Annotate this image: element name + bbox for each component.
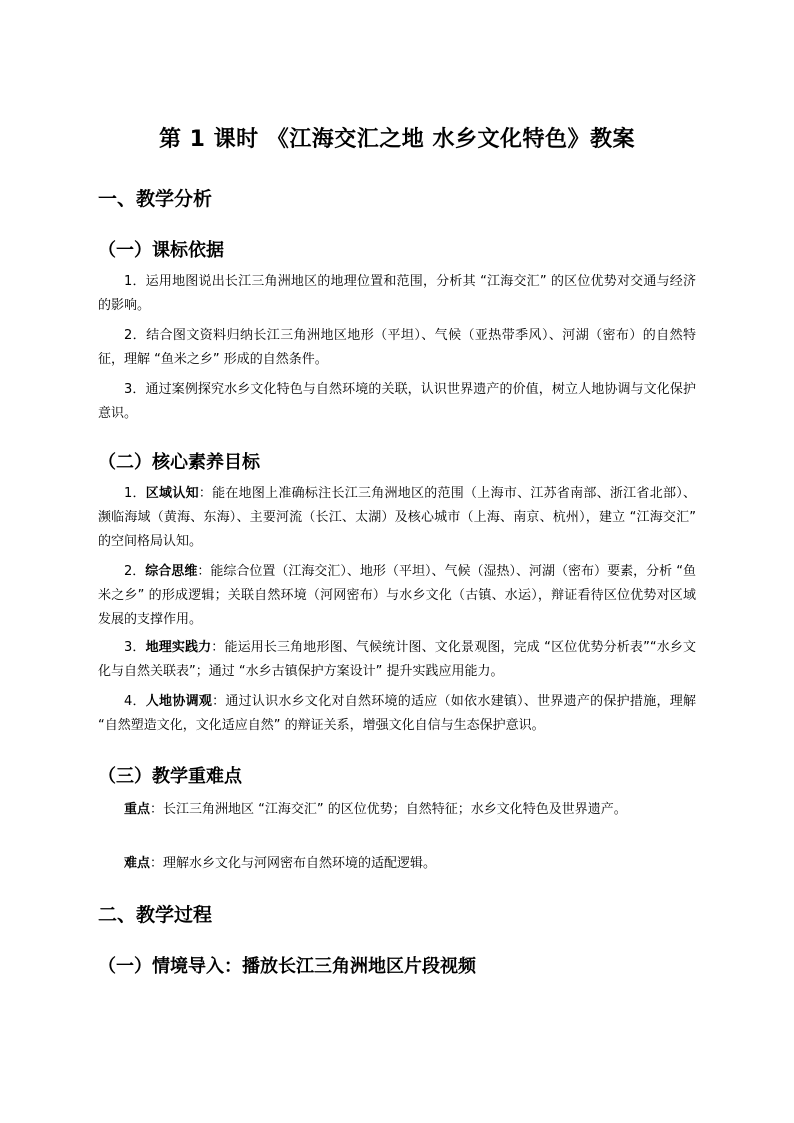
difficult-point-label: 难点	[124, 856, 151, 871]
difficult-point-text: ：理解水乡文化与河网密布自然环境的适配逻辑。	[150, 856, 437, 871]
key-point-label: 重点	[124, 802, 151, 817]
subsection-heading-situational-intro: （一）情境导入：播放长江三角洲地区片段视频	[98, 956, 476, 977]
literacy-2-label: 综合思维	[145, 564, 198, 579]
subsection-heading-curriculum-basis: （一）课标依据	[98, 240, 224, 261]
paragraph-curriculum-2: 2．结合图文资料归纳长江三角洲地区地形（平坦）、气候（亚热带季风）、河湖（密布）的自然特征，理解 “鱼米之乡” 形成的自然条件。	[98, 328, 696, 367]
literacy-4-text: ：通过认识水乡文化对自然环境的适应（如依水建镇）、世界遗产的保护措施，理解 “自然塑造文化，文化适应自然” 的辩证关系，增强文化自信与生态保护意识。	[98, 694, 696, 733]
paragraph-difficult-point	[98, 852, 696, 876]
subsection-heading-key-difficult-points: （三）教学重难点	[98, 766, 242, 787]
paragraph-literacy-1: 1．区域认知：能在地图上准确标注长江三角洲地区的范围（上海市、江苏省南部、浙江省北部）、濒临海域（黄海、东海）、主要河流（长江、太湖）及核心城市（上海、南京、杭州），建立 “江海交汇” 的空间格局认知。	[98, 486, 696, 549]
paragraph-literacy-3: 3．地理实践力：能运用长三角地形图、气候统计图、文化景观图，完成 “区位优势分析表”“水乡文化与自然关联表”；通过 “水乡古镇保护方案设计” 提升实践应用能力。	[98, 640, 696, 679]
paragraph-curriculum-1: 1．运用地图说出长江三角洲地区的地理位置和范围，分析其 “江海交汇” 的区位优势对交通与经济的影响。	[98, 274, 696, 313]
literacy-1-text: ：能在地图上准确标注长江三角洲地区的范围（上海市、江苏省南部、浙江省北部）、濒临海域（黄海、东海）、主要河流（长江、太湖）及核心城市（上海、南京、杭州），建立 “江海交汇” 的空间格局认知。	[98, 486, 696, 549]
page-title: 第 1 课时 《江海交汇之地 水乡文化特色》教案	[159, 127, 635, 152]
section-heading-teaching-process: 二、教学过程	[98, 904, 213, 926]
key-point-text: ：长江三角洲地区 “江海交汇” 的区位优势；自然特征；水乡文化特色及世界遗产。	[150, 802, 627, 817]
literacy-2-text: ：能综合位置（江海交汇）、地形（平坦）、气候（湿热）、河湖（密布）要素，分析 “鱼米之乡” 的形成逻辑；关联自然环境（河网密布）与水乡文化（古镇、水运），辩证看待区位优势对区域发展的支撑作用。	[98, 564, 696, 627]
paragraph-curriculum-3: 3．通过案例探究水乡文化特色与自然环境的关联，认识世界遗产的价值，树立人地协调与文化保护意识。	[98, 382, 696, 421]
literacy-4-label: 人地协调观	[145, 694, 213, 709]
paragraph-literacy-4: 4．人地协调观：通过认识水乡文化对自然环境的适应（如依水建镇）、世界遗产的保护措施，理解 “自然塑造文化，文化适应自然” 的辩证关系，增强文化自信与生态保护意识。	[98, 694, 696, 733]
subsection-heading-core-literacy: （二）核心素养目标	[98, 452, 260, 473]
paragraph-literacy-2: 2．综合思维：能综合位置（江海交汇）、地形（平坦）、气候（湿热）、河湖（密布）要素，分析 “鱼米之乡” 的形成逻辑；关联自然环境（河网密布）与水乡文化（古镇、水运），辩证看待区位优势对区域发展的支撑作用。	[98, 564, 696, 627]
paragraph-key-point	[98, 798, 696, 822]
literacy-3-text: ：能运用长三角地形图、气候统计图、文化景观图，完成 “区位优势分析表”“水乡文化与自然关联表”；通过 “水乡古镇保护方案设计” 提升实践应用能力。	[98, 640, 696, 679]
literacy-1-label: 区域认知	[145, 486, 199, 501]
literacy-3-label: 地理实践力	[145, 640, 212, 655]
section-heading-teaching-analysis: 一、教学分析	[98, 188, 213, 210]
